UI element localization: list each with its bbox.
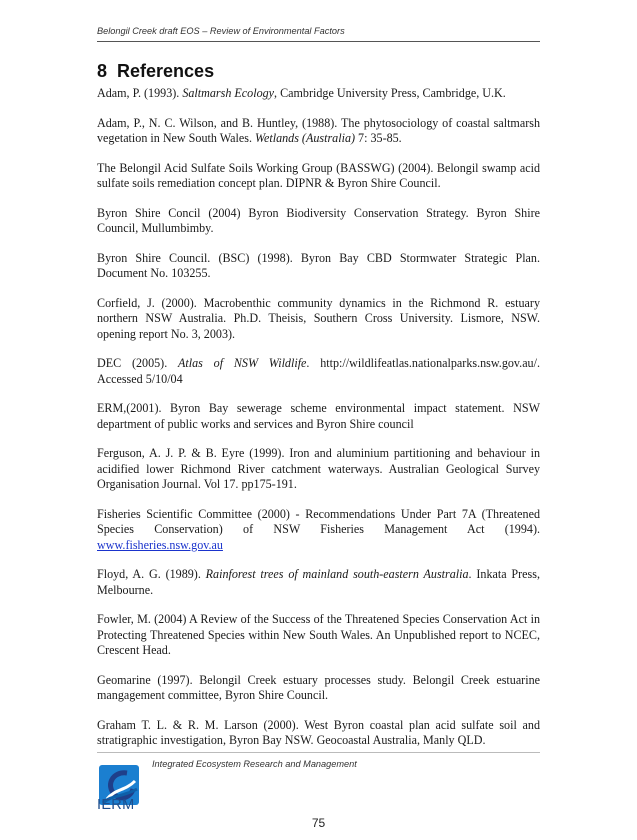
reference-item: The Belongil Acid Sulfate Soils Working Group (BASSWG) (2004). Belongil swamp acid sulfate soils remediation concept plan. DIPNR & Byron Shire Council. bbox=[97, 160, 540, 190]
reference-item: ERM,(2001). Byron Bay sewerage scheme environmental impact statement. NSW department of public works and services and Byron Shire council bbox=[97, 401, 540, 431]
running-header: Belongil Creek draft EOS – Review of Environmental Factors bbox=[97, 26, 540, 42]
reference-item: Fisheries Scientific Committee (2000) - Recommendations Under Part 7A (Threatened Species Conservation) of NSW Fisheries Management Act (1994). www.fisheries.nsw.gov.au bbox=[97, 506, 540, 552]
reference-item: DEC (2005). Atlas of NSW Wildlife. http://wildlifeatlas.nationalparks.nsw.gov.au/. Accessed 5/10/04 bbox=[97, 356, 540, 386]
reference-item: Byron Shire Council. (BSC) (1998). Byron Bay CBD Stormwater Strategic Plan. Document No. 103255. bbox=[97, 250, 540, 280]
reference-item: Adam, P., N. C. Wilson, and B. Huntley, (1988). The phytosociology of coastal saltmarsh vegetation in New South Wales. Wetlands (Australia) 7: 35-85. bbox=[97, 115, 540, 145]
reference-item: Geomarine (1997). Belongil Creek estuary processes study. Belongil Creek estuarine mangagement committee, Byron Shire Council. bbox=[97, 672, 540, 702]
reference-item: Byron Shire Concil (2004) Byron Biodiversity Conservation Strategy. Byron Shire Council, Mullumbimby. bbox=[97, 205, 540, 235]
reference-item: Floyd, A. G. (1989). Rainforest trees of mainland south-eastern Australia. Inkata Press, Melbourne. bbox=[97, 567, 540, 597]
section-heading bbox=[97, 61, 214, 82]
footer-divider bbox=[97, 752, 540, 753]
fisheries-link[interactable]: www.fisheries.nsw.gov.au bbox=[97, 537, 223, 552]
reference-item: Adam, P. (1993). Saltmarsh Ecology, Cambridge University Press, Cambridge, U.K. bbox=[97, 86, 506, 100]
section-number: 8 bbox=[97, 61, 108, 81]
logo-wordmark: IERM bbox=[97, 797, 135, 813]
reference-item: Ferguson, A. J. P. & B. Eyre (1999). Iron and aluminium partitioning and behaviour in acidified lower Richmond River catchment waterways. Australian Geological Survey Organisation Journal. Vol 17. pp175-191. bbox=[97, 446, 540, 491]
reference-item: Fowler, M. (2004) A Review of the Success of the Threatened Species Conservation Act in Protecting Threatened Species within New South Wales. An Unpublished report to NCEC, Crescent Head. bbox=[97, 612, 540, 657]
reference-list bbox=[97, 86, 540, 763]
reference-item: Graham T. L. & R. M. Larson (2000). West Byron coastal plan acid sulfate soil and stratigraphic investigation, Byron Bay NSW. Geocoastal Australia, Manly QLD. bbox=[97, 717, 540, 747]
section-title: References bbox=[117, 61, 215, 81]
footer-organization: Integrated Ecosystem Research and Management bbox=[152, 759, 357, 769]
page-number: 75 bbox=[311, 816, 326, 830]
reference-item: Corfield, J. (2000). Macrobenthic community dynamics in the Richmond R. estuary northern NSW Australia. Ph.D. Theisis, Southern Cross University. Lismore, NSW. opening report No. 3, 2003). bbox=[97, 295, 540, 341]
